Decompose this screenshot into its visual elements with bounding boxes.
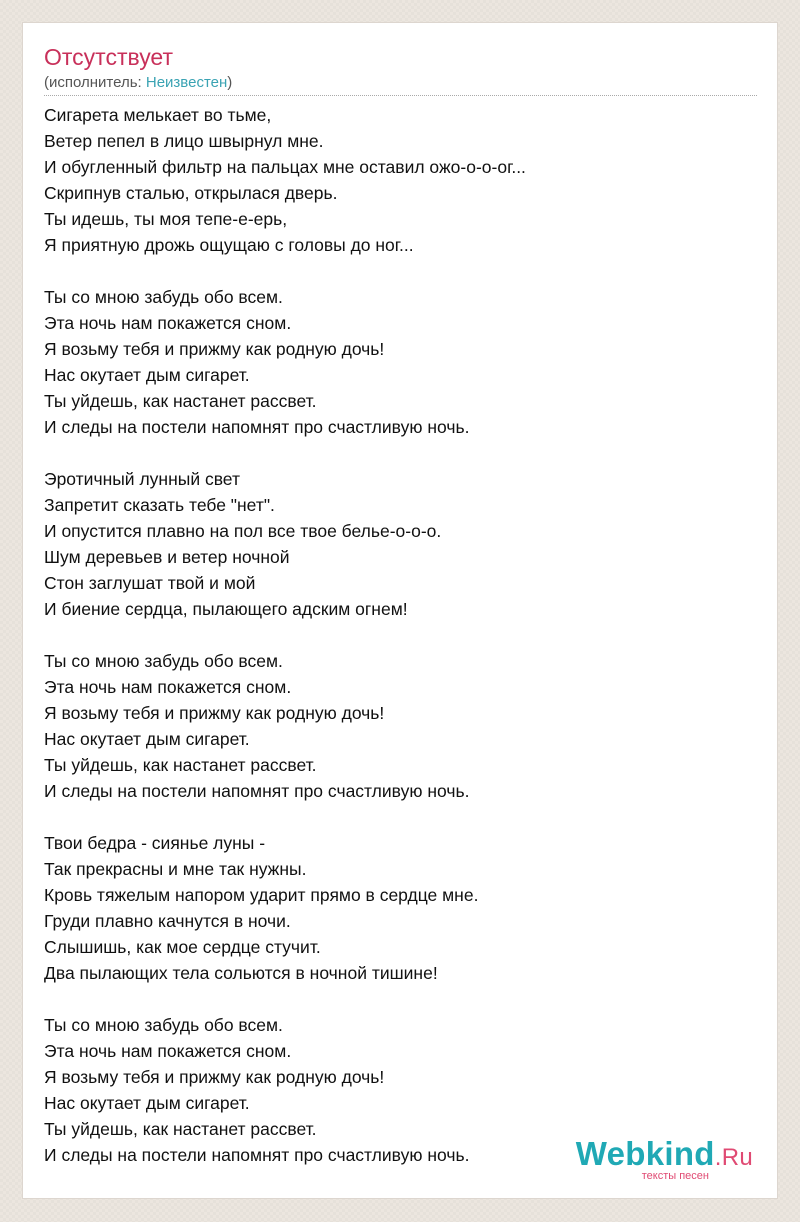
lyric-line: Ты уйдешь, как настанет рассвет. (44, 755, 317, 775)
lyric-line: Ты со мною забудь обо всем. (44, 651, 283, 671)
artist-info (44, 73, 232, 93)
lyric-line: И следы на постели напомнят про счастливую ночь. (44, 1145, 470, 1165)
lyric-line: Скрипнув сталью, открылася дверь. (44, 183, 338, 203)
stanza (44, 102, 757, 258)
lyric-line: Так прекрасны и мне так нужны. (44, 859, 307, 879)
artist-suffix: ) (227, 74, 233, 91)
lyric-line: Эротичный лунный свет (44, 469, 240, 489)
lyric-line: Эта ночь нам покажется сном. (44, 1041, 292, 1061)
lyric-line: Эта ночь нам покажется сном. (44, 313, 292, 333)
lyric-line: Ты идешь, ты моя тепе-е-ерь, (44, 209, 288, 229)
webkind-logo[interactable] (553, 1137, 753, 1182)
lyric-line: Груди плавно качнутся в ночи. (44, 911, 291, 931)
lyric-line: Ты со мною забудь обо всем. (44, 287, 283, 307)
lyric-line: Слышишь, как мое сердце стучит. (44, 937, 321, 957)
lyric-line: Сигарета мелькает во тьме, (44, 105, 272, 125)
stanza (44, 830, 757, 986)
lyric-line: Кровь тяжелым напором ударит прямо в сердце мне. (44, 885, 479, 905)
lyric-line: И следы на постели напомнят про счастливую ночь. (44, 417, 470, 437)
lyric-line: Ветер пепел в лицо швырнул мне. (44, 131, 324, 151)
lyric-line: Нас окутает дым сигарет. (44, 729, 250, 749)
lyrics-card (22, 22, 778, 1199)
lyric-line: Я возьму тебя и прижму как родную дочь! (44, 339, 385, 359)
lyric-line: Я возьму тебя и прижму как родную дочь! (44, 703, 385, 723)
lyric-line: Ты уйдешь, как настанет рассвет. (44, 1119, 317, 1139)
logo-tagline: тексты песен (641, 1170, 709, 1182)
lyric-line: Ты со мною забудь обо всем. (44, 1015, 283, 1035)
lyric-line: И следы на постели напомнят про счастливую ночь. (44, 781, 470, 801)
lyric-line: Эта ночь нам покажется сном. (44, 677, 292, 697)
lyric-line: Я приятную дрожь ощущаю с головы до ног... (44, 235, 414, 255)
lyric-line: Нас окутает дым сигарет. (44, 1093, 250, 1113)
logo-tld: .Ru (714, 1144, 753, 1171)
lyric-line: Шум деревьев и ветер ночной (44, 547, 290, 567)
lyrics-body (44, 102, 757, 1194)
stanza (44, 284, 757, 440)
lyric-line: Я возьму тебя и прижму как родную дочь! (44, 1067, 385, 1087)
lyric-line: Нас окутает дым сигарет. (44, 365, 250, 385)
lyric-line: И обугленный фильтр на пальцах мне оставил ожо-о-о-ог... (44, 157, 526, 177)
lyric-line: И опустится плавно на пол все твое белье-о-о-о. (44, 521, 442, 541)
title-divider (44, 95, 757, 96)
lyric-line: Запретит сказать тебе "нет". (44, 495, 275, 515)
lyric-line: Стон заглушат твой и мой (44, 573, 256, 593)
lyric-line: И биение сердца, пылающего адским огнем! (44, 599, 408, 619)
song-title: Отсутствует (44, 44, 173, 70)
lyric-line: Два пылающих тела сольются в ночной тишине! (44, 963, 438, 983)
logo-name: Webkind (575, 1135, 715, 1172)
stanza (44, 466, 757, 622)
artist-prefix: (исполнитель: (44, 74, 146, 91)
stanza (44, 648, 757, 804)
lyric-line: Твои бедра - сиянье луны - (44, 833, 266, 853)
lyric-line: Ты уйдешь, как настанет рассвет. (44, 391, 317, 411)
artist-link[interactable]: Неизвестен (145, 74, 228, 91)
